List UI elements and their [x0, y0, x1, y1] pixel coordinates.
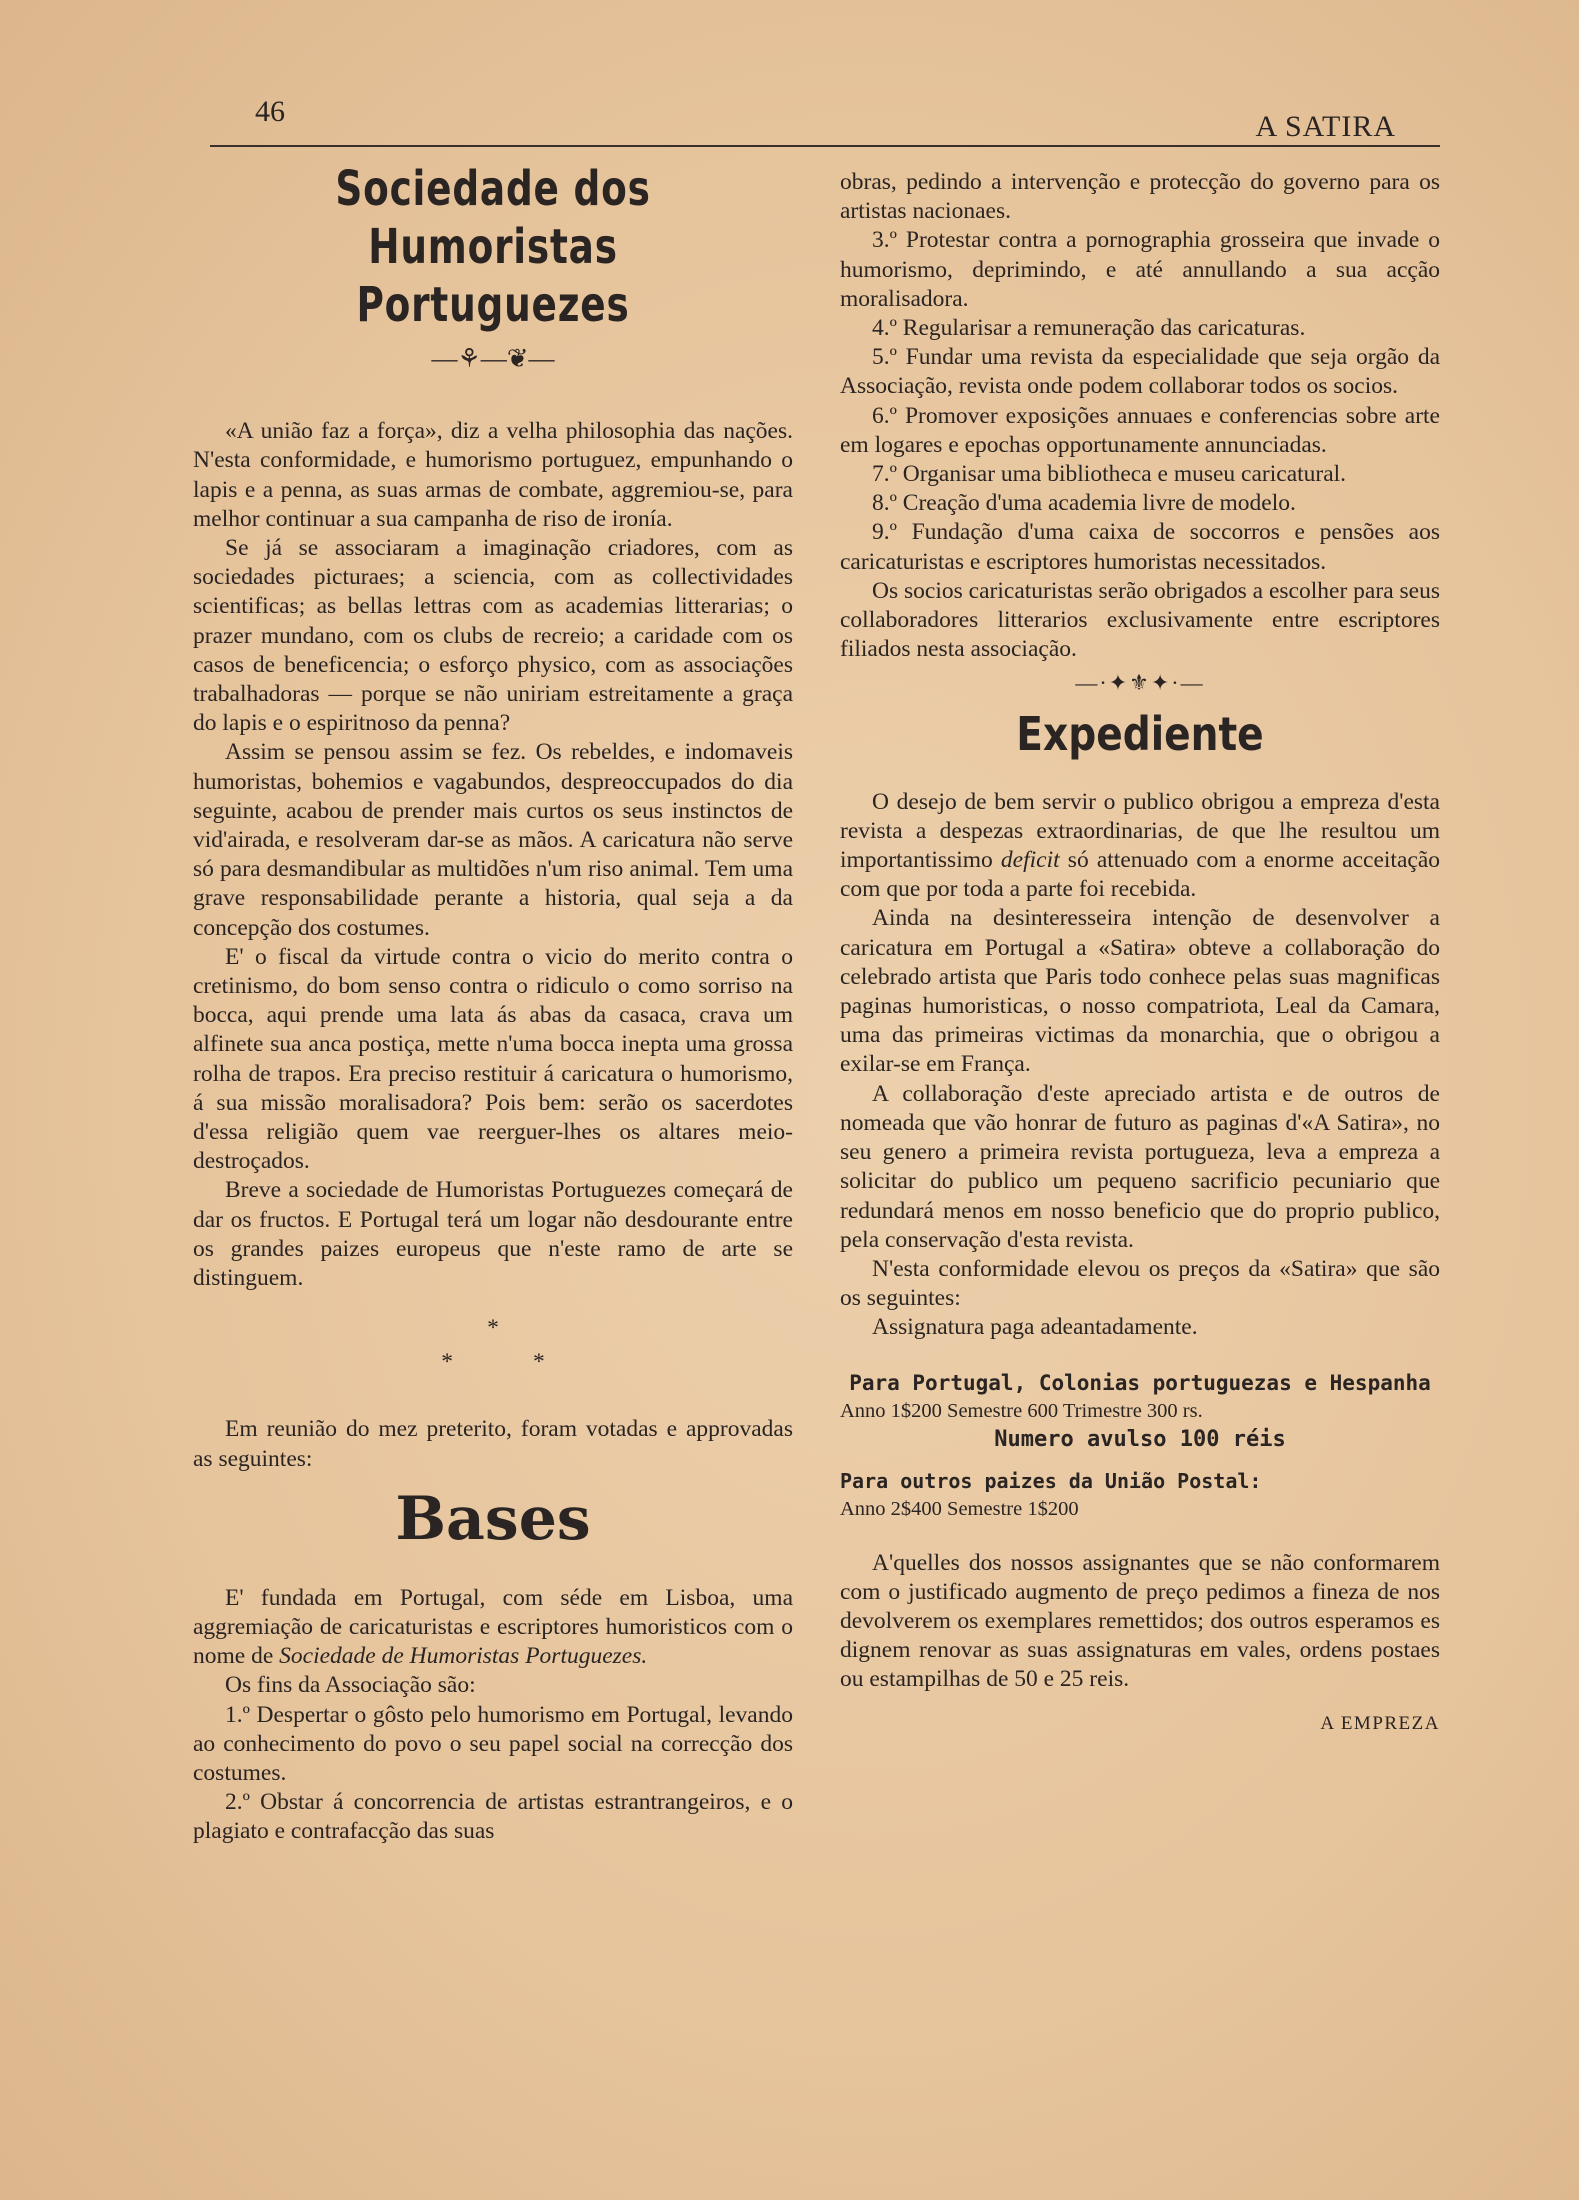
paragraph: E' o fiscal da virtude contra o vicio do merito contra o cretinismo, do bom senso contra o ridiculo o como sorriso na bocca, aqui prende uma lata ás abas da casaca, crava um alfinete sua anca postiça, mette n'uma bocca inepta uma grossa rolha de trapos. Era preciso restituir á caricatura o humorismo, á sua missão moralisadora? Pois bem: serão os sacerdotes d'essa religião quem vae reerguer-lhes os altares meio-destroçados. [193, 943, 793, 1175]
right-column [840, 168, 1440, 1738]
paragraph: 4.º Regularisar a remuneração das caricaturas. [872, 315, 1306, 342]
left-column [193, 160, 793, 1847]
paragraph: 8.º Creação d'uma academia livre de modelo. [872, 490, 1296, 517]
paragraph [193, 1584, 793, 1672]
paragraph: 7.º Organisar uma bibliotheca e museu caricatural. [872, 461, 1347, 488]
price-line-postal-union: Anno 2$400 Semestre 1$200 [840, 1497, 1079, 1520]
paragraph: 9.º Fundação d'uma caixa de soccorros e pensões aos caricaturistas e escriptores humoristas necessitados. [840, 519, 1440, 575]
asterism-star: * [533, 1349, 545, 1376]
price-single-issue: Numero avulso 100 réis [994, 1426, 1286, 1452]
article-title-line2: Portuguezes [356, 277, 630, 333]
paragraph: 6.º Promover exposições annuaes e conferencias sobre arte em logares e epochas opportunamente annunciadas. [840, 402, 1440, 458]
asterism-star: * [441, 1349, 453, 1376]
text-run: E' fundada em Portugal, com séde em Lisboa, uma aggremiação de caricaturistas e escriptores humoristicos com o nome de [193, 1584, 793, 1670]
society-name: Sociedade de Humoristas Portuguezes. [279, 1643, 648, 1670]
paragraph: N'esta conformidade elevou os preços da «Satira» que são os seguintes: [840, 1255, 1440, 1312]
header-rule [210, 145, 1440, 147]
text-run: O desejo de bem servir o publico obrigou a empreza d'esta revista a despezas extraordinarias, de que lhe resultou um importantissimo [840, 788, 1440, 874]
paragraph: 5.º Fundar uma revista da especialidade que seja orgão da Associação, revista onde podem collaborar todos os socios. [840, 344, 1440, 400]
bases-title: Bases [395, 1483, 591, 1554]
text-run: só attenuado com a enorme acceitação com que por toda a parte foi recebida. [840, 847, 1440, 903]
paragraph: obras, pedindo a intervenção e protecção do governo para os artistas nacionaes. [840, 169, 1440, 225]
price-heading-portugal: Para Portugal, Colonias portuguezas e Hespanha [849, 1370, 1431, 1395]
paragraph: Assim se pensou assim se fez. Os rebeldes, e indomaveis humoristas, bohemios e vagabundos, despreoccupados do dia seguinte, acabou de prender mais curtos os seus instinctos de vid'airada, e resolveram dar-se as mãos. A caricatura não serve só para desmandibular as multidões n'um riso animal. Tem uma grave responsabilidade perante a historia, qual seja a da concepção dos costumes. [193, 739, 793, 941]
paragraph: 2.º Obstar á concorrencia de artistas estrantrangeiros, e o plagiato e contrafacção das suas [193, 1789, 793, 1845]
ornament-divider-icon: —⚘—❦— [431, 344, 555, 373]
paragraph: Assignatura paga adeantadamente. [872, 1314, 1198, 1341]
paragraph: Os socios caricaturistas serão obrigados a escolher para seus collaboradores litterarios exclusivamente entre escriptores filiados nesta associação. [840, 577, 1440, 663]
expediente-title: Expediente [1016, 706, 1264, 761]
price-line-portugal: Anno 1$200 Semestre 600 Trimestre 300 rs. [840, 1399, 1203, 1422]
paragraph: Se já se associaram a imaginação criadores, com as sociedades picturaes; a sciencia, com as collectividades scientificas; as bellas lettras com as academias litterarias; o prazer mundano, com os clubs de recreio; a caridade com os casos de beneficencia; o esforço physico, com as associações trabalhadoras — porque se não uniriam estreitamente a graça do lapis e o espiritnoso da penna? [193, 535, 793, 737]
asterism [193, 1311, 793, 1379]
asterism-star: * [487, 1315, 499, 1342]
page-number: 46 [255, 95, 285, 128]
article-title [259, 160, 727, 334]
article-title-line1: Sociedade dos Humoristas [335, 161, 651, 275]
paragraph: Em reunião do mez preterito, foram votadas e approvadas as seguintes: [193, 1416, 793, 1472]
paragraph: Ainda na desinteresseira intenção de desenvolver a caricatura em Portugal a «Satira» obteve a collaboração do celebrado artista que Paris todo conhece pelas suas magnificas paginas humoristicas, o nosso compatriota, Leal da Camara, uma das primeiras victimas da monarchia, que o obrigou a exilar-se em França. [840, 905, 1440, 1078]
paragraph [840, 788, 1440, 905]
magazine-title: A SATIRA [1255, 110, 1396, 143]
paragraph: Os fins da Associação são: [225, 1672, 476, 1699]
paragraph: A'quelles dos nossos assignantes que se não conformarem com o justificado augmento de preço pedimos a fineza de nos devolverem os exemplares remettidos; dos outros esperamos es dignem renovar as suas assignaturas em vales, ordens postaes ou estampilhas de 50 e 25 reis. [840, 1549, 1440, 1693]
ornament-divider-icon: —·✦⚜✦·— [1075, 670, 1205, 696]
deficit-word: deficit [1000, 847, 1060, 874]
paragraph: A collaboração d'este apreciado artista e de outros de nomeada que vão honrar de futuro as paginas d'«A Satira», no seu genero a primeira revista portugueza, leva a empreza a solicitar do publico um pequeno sacrificio pecuniario que redundará menos em nosso beneficio que do proprio publico, pela conservação d'esta revista. [840, 1080, 1440, 1253]
signature: A EMPREZA [1320, 1712, 1440, 1734]
paragraph: Breve a sociedade de Humoristas Portuguezes começará de dar os fructos. E Portugal terá um logar não desdourante entre os grandes paizes europeus que n'este ramo de arte se distinguem. [193, 1177, 793, 1292]
paragraph: 1.º Despertar o gôsto pelo humorismo em Portugal, levando ao conhecimento do povo o seu papel social na correcção dos costumes. [193, 1701, 793, 1786]
price-heading-postal-union: Para outros paizes da União Postal: [840, 1468, 1262, 1493]
paragraph: «A união faz a força», diz a velha philosophia das nações. N'esta conformidade, e humorismo portuguez, empunhando o lapis e a penna, as suas armas de combate, aggremiou-se, para melhor continuar a sua campanha de riso de ironía. [193, 418, 793, 532]
paragraph: 3.º Protestar contra a pornographia grosseira que invade o humorismo, deprimindo, e até annullando a sua acção moralisadora. [840, 227, 1440, 312]
